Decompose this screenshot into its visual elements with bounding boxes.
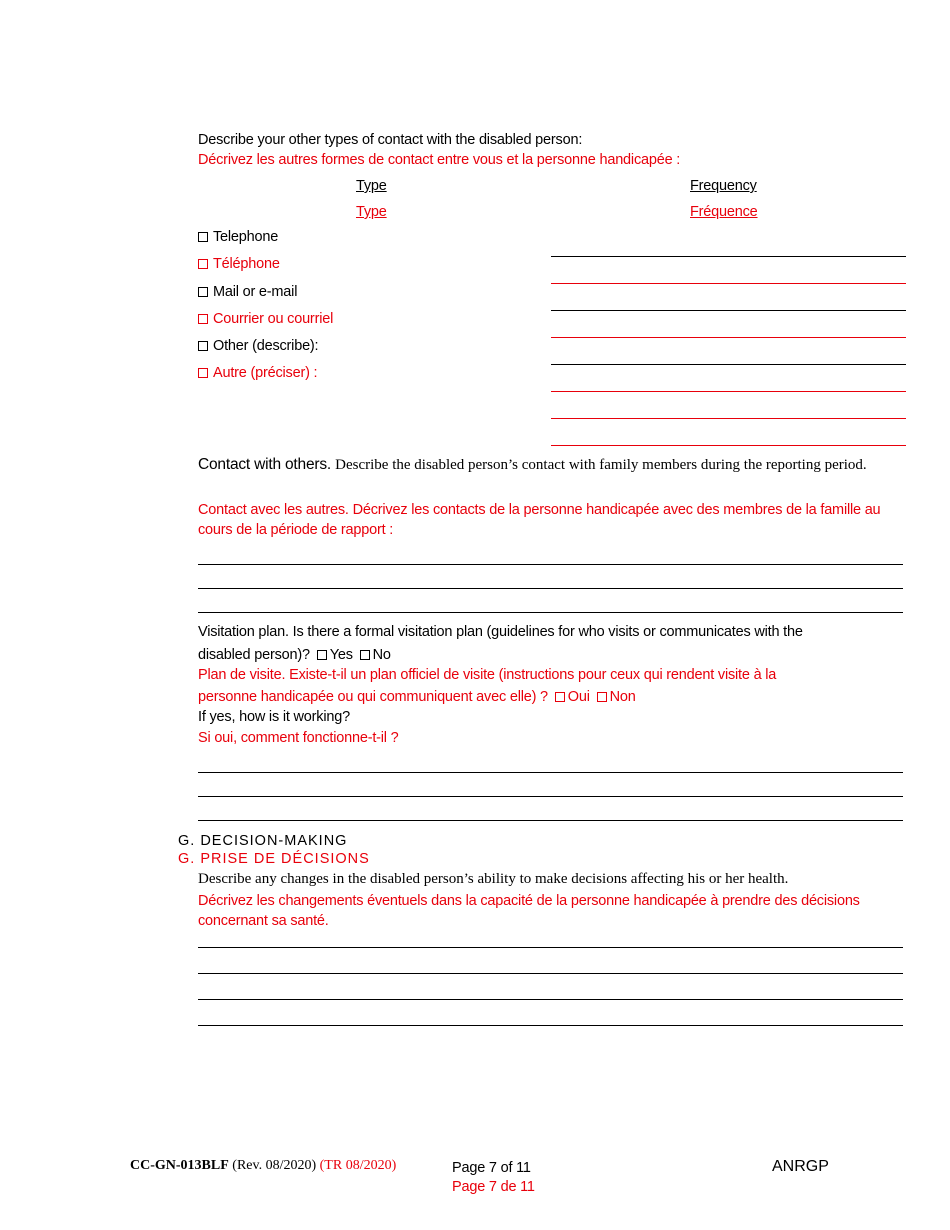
frequency-line[interactable] <box>551 337 906 338</box>
footer-code: ANRGP <box>772 1158 829 1175</box>
non-label: Non <box>609 689 636 705</box>
non-checkbox-icon[interactable] <box>597 692 607 702</box>
option-telephone-fr[interactable]: Téléphone <box>198 256 280 272</box>
no-label: No <box>372 647 391 663</box>
answer-line[interactable] <box>198 612 903 613</box>
frequency-line[interactable] <box>551 364 906 365</box>
option-other[interactable]: Other (describe): <box>198 338 318 354</box>
visitation-followup-fr: Si oui, comment fonctionne-t-il ? <box>198 730 399 746</box>
visitation-text-fr-2: personne handicapée ou qui communiquent avec elle) ? Oui Non <box>198 689 636 705</box>
checkbox-icon[interactable] <box>198 368 208 378</box>
checkbox-icon[interactable] <box>198 314 208 324</box>
answer-line[interactable] <box>198 947 903 948</box>
frequency-header-en: Frequency <box>690 178 757 194</box>
answer-line[interactable] <box>198 564 903 565</box>
answer-line[interactable] <box>198 973 903 974</box>
answer-line[interactable] <box>198 588 903 589</box>
visitation-text-en-2: disabled person)? Yes No <box>198 647 391 663</box>
decision-heading-fr: G. PRISE DE DÉCISIONS <box>178 851 370 867</box>
decision-heading-en: G. DECISION-MAKING <box>178 833 348 849</box>
decision-text-fr: Décrivez les changements éventuels dans la capacité de la personne handicapée à prendre des décisions concernant sa santé. <box>198 893 860 929</box>
oui-label: Oui <box>567 689 590 705</box>
answer-line[interactable] <box>198 820 903 821</box>
yes-label: Yes <box>329 647 353 663</box>
contact-others-en <box>198 455 898 475</box>
other-contact-prompt-fr: Décrivez les autres formes de contact entre vous et la personne handicapée : <box>198 152 681 168</box>
frequency-line[interactable] <box>551 418 906 419</box>
checkbox-icon[interactable] <box>198 259 208 269</box>
form-tr: (TR 08/2020) <box>319 1158 397 1173</box>
contact-others-fr: Contact avec les autres. Décrivez les contacts de la personne handicapée avec des membres de la famille au cours de la période de rapport : <box>198 502 881 538</box>
answer-line[interactable] <box>198 796 903 797</box>
checkbox-icon[interactable] <box>198 287 208 297</box>
footer-form-id <box>130 1158 396 1174</box>
frequency-line[interactable] <box>551 256 906 257</box>
yes-checkbox-icon[interactable] <box>317 650 327 660</box>
form-rev: (Rev. 08/2020) <box>232 1158 317 1173</box>
no-checkbox-icon[interactable] <box>360 650 370 660</box>
frequency-line[interactable] <box>551 283 906 284</box>
page-number-en: Page 7 of 11 <box>452 1160 531 1176</box>
page-number-fr: Page 7 de 11 <box>452 1179 535 1195</box>
form-id: CC-GN-013BLF <box>130 1158 229 1173</box>
decision-text-en: Describe any changes in the disabled person’s ability to make decisions affecting his or her health. <box>198 871 789 887</box>
contact-others-heading: Contact with others. <box>198 456 331 473</box>
type-header-fr: Type <box>356 204 387 220</box>
visitation-text-en-1: Visitation plan. Is there a formal visitation plan (guidelines for who visits or communicates with the <box>198 624 803 640</box>
option-telephone[interactable]: Telephone <box>198 229 278 245</box>
option-mail[interactable]: Mail or e-mail <box>198 284 297 300</box>
checkbox-icon[interactable] <box>198 341 208 351</box>
oui-checkbox-icon[interactable] <box>555 692 565 702</box>
frequency-line[interactable] <box>551 445 906 446</box>
other-contact-prompt-en: Describe your other types of contact with the disabled person: <box>198 132 583 148</box>
answer-line[interactable] <box>198 999 903 1000</box>
frequency-header-fr: Fréquence <box>690 204 758 220</box>
contact-others-text: Describe the disabled person’s contact with family members during the reporting period. <box>335 457 867 473</box>
answer-line[interactable] <box>198 1025 903 1026</box>
frequency-line[interactable] <box>551 310 906 311</box>
checkbox-icon[interactable] <box>198 232 208 242</box>
frequency-line[interactable] <box>551 391 906 392</box>
type-header-en: Type <box>356 178 387 194</box>
visitation-followup-en: If yes, how is it working? <box>198 709 350 725</box>
option-mail-fr[interactable]: Courrier ou courriel <box>198 311 333 327</box>
visitation-text-fr-1: Plan de visite. Existe-t-il un plan officiel de visite (instructions pour ceux qui rendent visite à la <box>198 667 777 683</box>
answer-line[interactable] <box>198 772 903 773</box>
option-other-fr[interactable]: Autre (préciser) : <box>198 365 317 381</box>
